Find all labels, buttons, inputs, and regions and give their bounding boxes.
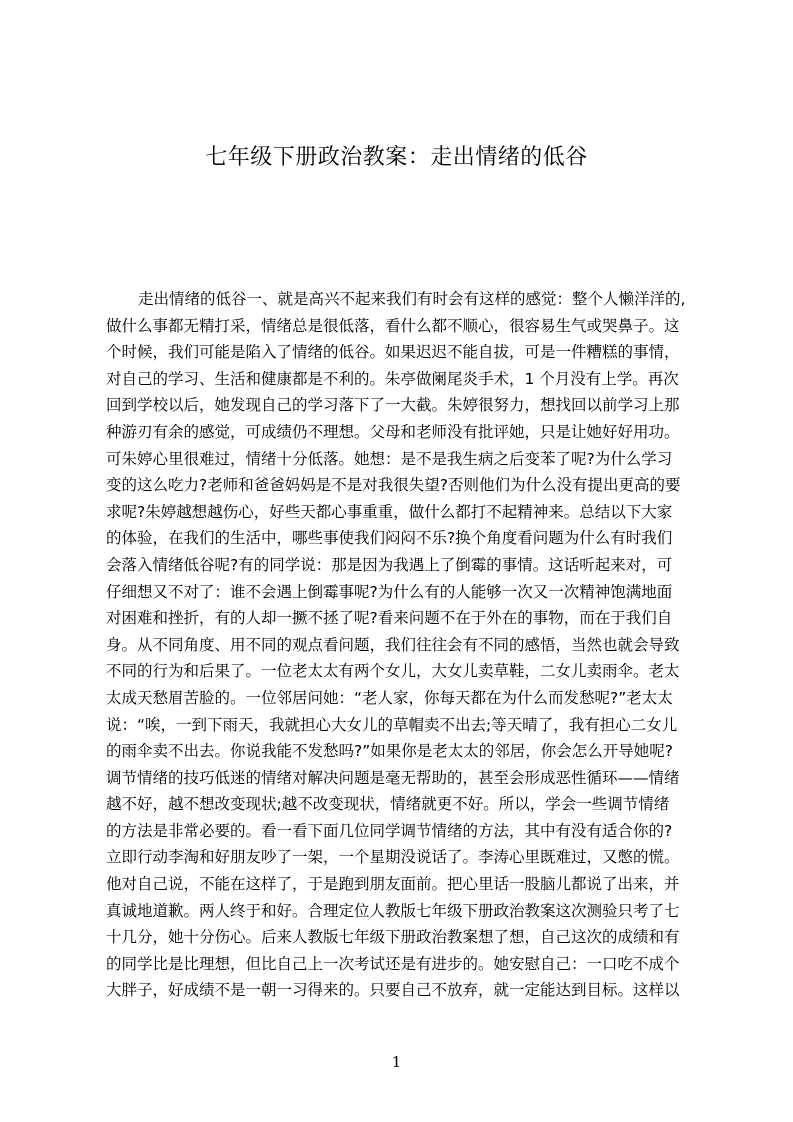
text-line: 越不好，越不想改变现状;越不改变现状，情绪就更不好。所以，学会一些调节情绪	[106, 795, 670, 814]
text-line: 会落入情绪低谷呢?有的同学说：那是因为我遇上了倒霉的事情。这话听起来对，可	[106, 555, 673, 574]
text-line: 立即行动李淘和好朋友吵了一架，一个星期没说话了。李涛心里既难过，又憋的慌。	[106, 848, 680, 867]
text-line: 可朱婷心里很难过，情绪十分低落。她想：是不是我生病之后变苯了呢?为什么学习	[106, 449, 673, 468]
body-paragraph	[106, 286, 694, 1004]
text-line: 他对自己说，不能在这样了，于是跑到朋友面前。把心里话一股脑儿都说了出来，并	[106, 875, 680, 894]
text-line: 个时候，我们可能是陷入了情绪的低谷。如果迟迟不能自拔，可是一件糟糕的事情，	[106, 343, 680, 362]
text-line: 太成天愁眉苦脸的。一位邻居问她：“老人家，你每天都在为什么而发愁呢?”老太太	[106, 688, 673, 707]
text-line: 回到学校以后，她发现自己的学习落下了一大截。朱婷很努力，想找回以前学习上那	[106, 396, 680, 415]
page-number: 1	[391, 1053, 402, 1071]
text-line: 真诚地道歉。两人终于和好。合理定位人教版七年级下册政治教案这次测验只考了七	[106, 901, 680, 920]
text-line: 变的这么吃力?老师和爸爸妈妈是不是对我很失望?否则他们为什么没有提出更高的要	[106, 476, 681, 495]
text-line: 走出情绪的低谷一、就是高兴不起来我们有时会有这样的感觉：整个人懒洋洋的,	[138, 290, 686, 308]
text-line: 说：“唉，一到下雨天，我就担心大女儿的草帽卖不出去;等天晴了，我有担心二女儿	[106, 715, 678, 734]
text-line: 调节情绪的技巧低迷的情绪对解决问题是毫无帮助的，甚至会形成恶性循环——情绪	[106, 768, 680, 787]
text-line: 对自己的学习、生活和健康都是不利的。朱亭做阑尾炎手术，1 个月没有上学。再次	[106, 369, 679, 388]
text-line: 的体验，在我们的生活中，哪些事使我们闷闷不乐?换个角度看问题为什么有时我们	[106, 529, 673, 548]
text-line: 求呢?朱婷越想越伤心，好些天都心事重重，做什么都打不起精神来。总结以下大家	[106, 502, 673, 521]
document-title: 七年级下册政治教案：走出情绪的低谷	[205, 145, 588, 170]
text-line: 对困难和挫折，有的人却一撅不拯了呢?看来问题不在于外在的事物，而在于我们自	[106, 609, 673, 628]
text-line: 种游刃有余的感觉，可成绩仍不理想。父母和老师没有批评她，只是让她好好用功。	[106, 422, 680, 441]
text-line: 的雨伞卖不出去。你说我能不发愁吗?”如果你是老太太的邻居，你会怎么开导她呢?	[106, 742, 673, 761]
text-line: 的方法是非常必要的。看一看下面几位同学调节情绪的方法，其中有没有适合你的?	[106, 821, 673, 840]
text-line: 大胖子，好成绩不是一朝一习得来的。只要自己不放弃，就一定能达到目标。这样以	[106, 981, 680, 1000]
text-line: 身。从不同角度、用不同的观点看问题，我们往往会有不同的感悟，当然也就会导致	[106, 635, 680, 654]
text-line: 仔细想又不对了：谁不会遇上倒霉事呢?为什么有的人能够一次又一次精神饱满地面	[106, 582, 673, 601]
text-line: 不同的行为和后果了。一位老太太有两个女儿，大女儿卖草鞋，二女儿卖雨伞。老太	[106, 662, 680, 681]
text-line: 的同学比是比理想，但比自己上一次考试还是有进步的。她安慰自己：一口吃不成个	[106, 954, 680, 973]
text-line: 十几分，她十分伤心。后来人教版七年级下册政治教案想了想，自己这次的成绩和有	[106, 928, 680, 947]
text-line: 做什么事都无精打采，情绪总是很低落，看什么都不顺心，很容易生气或哭鼻子。这	[106, 316, 680, 335]
